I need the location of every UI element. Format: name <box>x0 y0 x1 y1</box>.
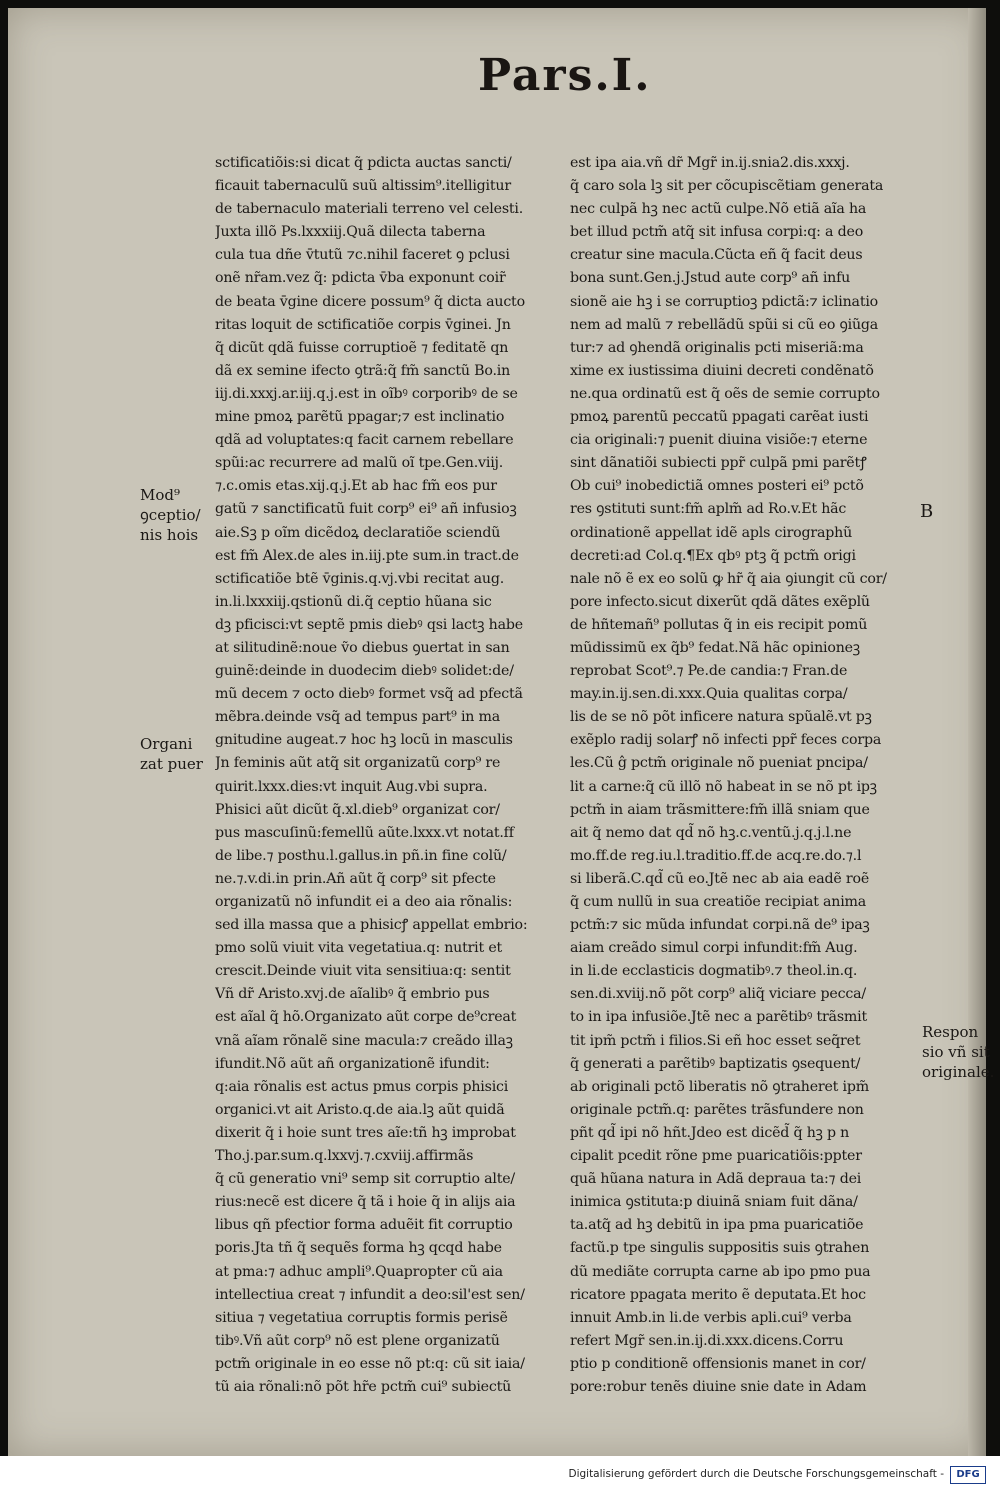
footer-credit: Digitalisierung gefördert durch die Deutsche Forschungsgemeinschaft - <box>568 1468 944 1480</box>
text-line: mũ decem ⁊ octo diebꝰ formet vsq̃ ad pfectã <box>215 686 523 703</box>
margin-note-modus-conceptionis <box>140 485 201 545</box>
text-line: mẽbra.deinde vsq̃ ad tempus part⁹ in ma <box>215 709 501 726</box>
text-line: quirit.lxxx.dies:vt inquit Aug.vbi supra. <box>215 778 488 795</box>
text-line: quã hũana natura in Adã depraua ta:⁊ dei <box>570 1171 862 1188</box>
text-line: dũ mediãte corrupta carne ab ipo pmo pua <box>570 1263 871 1280</box>
margin-note-line: sio vñ sit <box>922 1043 990 1061</box>
text-line: mũdissimũ ex q̃b⁹ fedat.Nã hãc opinioneꝫ <box>570 639 860 656</box>
margin-note-line: nis hois <box>140 526 199 544</box>
margin-note-line: zat puer <box>140 755 203 773</box>
text-line: sctificatiõis:si dicat q̃ pdicta auctas sancti/ <box>215 155 512 171</box>
text-line: mo.ff.de reg.iu.l.traditio.ff.de acq.re.do.⁊.l <box>570 847 862 864</box>
text-line: rius:necẽ est dicere q̃ tã i hoie q̃ in alijs aia <box>215 1194 516 1211</box>
text-line: at silitudinẽ:noue ṽo diebus ꝯuertat in san <box>215 639 510 656</box>
text-line: lit a carne:q̃ cũ illõ nõ habeat in se nõ pt ipꝫ <box>570 778 877 795</box>
text-line: pctm̃ originale in eo esse nõ pt:q: cũ sit iaia/ <box>215 1355 525 1372</box>
text-line: Phisici aũt dicũt q̃.xl.dieb⁹ organizat cor/ <box>215 801 500 818</box>
text-line: libus qñ pfectior forma aduẽit fit corruptio <box>215 1217 513 1234</box>
text-line: iij.di.xxxj.ar.iij.q.j.est in oĩbꝰ corporibꝰ de se <box>215 385 518 402</box>
text-line: pctm̃ in aiam trãsmittere:fm̃ illã sniam que <box>570 801 870 818</box>
text-line: decreti:ad Col.q.¶Ex qbꝰ ptꝫ q̃ pctm̃ origi <box>570 547 856 564</box>
margin-note-line: originale. <box>922 1063 995 1081</box>
text-line: Jn feminis aũt atq̃ sit organizatũ corp⁹ re <box>215 755 501 772</box>
text-line: pore infecto.sicut dixerũt qdã dãtes exẽplũ <box>570 593 870 610</box>
text-line: q̃ cũ generatio vni⁹ semp sit corruptio alte/ <box>215 1171 515 1188</box>
text-line: tur:⁊ ad ꝯhendã originalis pcti miseriã:ma <box>570 339 864 356</box>
text-line: intellectiua creat ⁊ infundit a deo:sil'est sen/ <box>215 1286 525 1303</box>
text-line: in li.de ecclasticis dogmatibꝰ.⁊ theol.in.q. <box>570 963 858 980</box>
text-line: ne.qua ordinatũ est q̃ oẽs de semie corrupto <box>570 385 880 402</box>
margin-note-line: Mod⁹ <box>140 486 181 504</box>
text-line: si liberã.C.qd̃ cũ eo.Jtẽ nec ab aia eadẽ roẽ <box>570 870 870 887</box>
text-line: Juxta illõ Ps.lxxxiij.Quã dilecta taberna <box>215 224 486 241</box>
margin-note-line: Respon <box>922 1023 979 1041</box>
text-line: cipalit pcedit rõne pme puaricatiõis:ppter <box>570 1148 862 1165</box>
text-line: innuit Amb.in li.de verbis apli.cui⁹ verba <box>570 1309 852 1326</box>
text-line: les.Cũ ĝ pctm̃ originale nõ pueniat pncipa/ <box>570 755 868 772</box>
text-line: ait q̃ nemo dat qd̃ nõ hꝫ.c.ventũ.j.q.j.l.ne <box>570 824 852 841</box>
text-line: xime ex iustissima diuini decreti condẽnatõ <box>570 362 874 379</box>
text-line: nale nõ ẽ ex eo solũ ꝙ hr̃ q̃ aia ꝯiungit cũ cor/ <box>570 570 887 587</box>
text-line: aie.Sꝫ p oĩm dicẽdoꝝ declaratiõe sciendũ <box>215 524 501 541</box>
text-line: res ꝯstituti sunt:fm̃ aplm̃ ad Ro.v.Et hãc <box>570 501 847 518</box>
text-line: dꝫ pficisci:vt septẽ pmis diebꝰ qsi lactꝫ habe <box>215 616 523 633</box>
text-line: sitiua ⁊ vegetatiua corruptis formis perisẽ <box>215 1309 508 1326</box>
text-line: qdã ad voluptates:q facit carnem rebellare <box>215 432 514 449</box>
text-line: de beata v̄gine dicere possum⁹ q̃ dicta aucto <box>215 293 525 310</box>
text-line: gnitudine augeat.⁊ hoc hꝫ locũ in masculis <box>215 732 513 749</box>
text-line: cia originali:⁊ puenit diuina visiõe:⁊ eterne <box>570 432 868 449</box>
margin-note-responsio <box>922 1022 994 1082</box>
text-line: bet illud pctm̃ atq̃ sit infusa corpi:q: a deo <box>570 224 864 241</box>
text-line: pore:robur tenẽs diuine snie date in Adam <box>570 1378 867 1395</box>
text-line: gatũ ⁊ sanctificatũ fuit corp⁹ ei⁹ añ infusioꝫ <box>215 501 517 518</box>
dfg-logo: DFG <box>950 1466 986 1484</box>
text-line: to in ipa infusiõe.Jtẽ nec a parẽtibꝰ trãsmit <box>570 1009 867 1026</box>
text-line: Tho.j.par.sum.q.lxxvj.⁊.cxviij.affirmãs <box>215 1148 474 1165</box>
text-line: ritas loquit de sctificatiõe corpis v̄ginei. Jn <box>215 316 511 333</box>
page-edge <box>968 8 986 1456</box>
text-line: in.li.lxxxiij.qstionũ di.q̃ ceptio hũana sic <box>215 593 492 610</box>
text-line: aiam creãdo simul corpi infundit:fm̃ Aug. <box>570 940 858 957</box>
text-line: cula tua dñe v̄tutũ ⁊c.nihil faceret ꝯ pclusi <box>215 247 510 264</box>
margin-note-line: Organi <box>140 735 193 753</box>
left-text-column <box>215 152 557 1399</box>
text-line: ne.⁊.v.di.in prin.Añ aũt q̃ corp⁹ sit pfecte <box>215 870 496 887</box>
text-line: est aĩal q̃ hõ.Organizato aũt corpe de⁹creat <box>215 1009 517 1026</box>
text-line: at pma:⁊ adhuc ampli⁹.Quapropter cũ aia <box>215 1263 503 1280</box>
text-line: factũ.p tpe singulis suppositis suis ꝯtrahen <box>570 1240 870 1257</box>
text-line: creatur sine macula.Cũcta eñ q̃ facit deus <box>570 247 863 264</box>
text-line: pmoꝝ parentũ peccatũ ppagati carẽat iusti <box>570 409 869 426</box>
text-line: ricatore ppagata merito ẽ deputata.Et hoc <box>570 1286 866 1303</box>
text-line: sed illa massa que a phisicꝭ appellat embrio: <box>215 917 528 934</box>
text-line: reprobat Scot⁹.⁊ Pe.de candia:⁊ Fran.de <box>570 663 848 680</box>
text-line: poris.Jta tñ q̃ sequẽs forma hꝫ qcqd habe <box>215 1240 502 1257</box>
margin-note-line: ꝯceptio/ <box>140 506 201 524</box>
right-text-column <box>570 152 915 1399</box>
footer-bar <box>0 1456 1000 1496</box>
text-line: q̃ dicũt qdã fuisse corruptioẽ ⁊ feditatẽ qn <box>215 339 509 356</box>
text-line: bona sunt.Gen.j.Jstud aute corp⁹ añ infu <box>570 270 851 287</box>
text-line: mine pmoꝝ parẽtũ ppagar;⁊ est inclinatio <box>215 409 505 426</box>
text-line: refert Mgr̃ sen.in.ij.di.xxx.dicens.Corru <box>570 1332 844 1349</box>
text-line: organizatũ nõ infundit ei a deo aia rõnalis: <box>215 894 513 910</box>
text-line: organici.vt ait Aristo.q.de aia.lꝫ aũt quidã <box>215 1101 505 1118</box>
text-line: ⁊.c.omis etas.xij.q.j.Et ab hac fm̃ eos pur <box>215 478 497 495</box>
text-line: pctm̃:⁊ sic mũda infundat corpi.nã de⁹ ipaꝫ <box>570 917 870 934</box>
margin-note-organizatur-puer <box>140 734 203 774</box>
text-line: ordinationẽ appellat idẽ apls cirographũ <box>570 524 853 541</box>
text-line: spũi:ac recurrere ad malũ oĩ tpe.Gen.viij. <box>215 455 504 472</box>
text-line: q̃ cum nullũ in sua creatiõe recipiat anima <box>570 894 867 910</box>
text-line: tibꝰ.Vñ aũt corp⁹ nõ est plene organizatũ <box>215 1332 500 1349</box>
text-line: exẽplo radij solarꝭ nõ infecti ppr̃ feces corpa <box>570 732 882 749</box>
text-line: est fm̃ Alex.de ales in.iij.pte sum.in tract.de <box>215 547 519 564</box>
text-line: pus mascuſinũ:femellũ aũte.lxxx.vt notat.ff <box>215 824 514 841</box>
text-line: est ipa aia.vñ dr̃ Mgr̃ in.ij.snia2.dis.xxxj. <box>570 155 850 171</box>
text-line: pñt qd̃ ipi nõ hñt.Jdeo est dicẽd̃ q̃ hꝫ p n <box>570 1124 850 1141</box>
text-line: q̃ caro sola lꝫ sit per cõcupiscẽtiam generata <box>570 178 884 195</box>
text-line: sint dãnatiõi subiecti ppr̃ culpã pmi parẽtꝭ <box>570 455 867 472</box>
text-line: tũ aia rõnali:nõ põt hr̃e pctm̃ cui⁹ subiectũ <box>215 1378 512 1395</box>
text-line: de hñtemañ⁹ pollutas q̃ in eis recipit pomũ <box>570 616 868 633</box>
text-line: sionẽ aie hꝫ i se corruptioꝫ pdictã:⁊ iclinatio <box>570 293 878 310</box>
text-line: guinẽ:deinde in duodecim diebꝰ solidet:de/ <box>215 663 514 680</box>
text-line: q̃ generati a parẽtibꝰ baptizatis ꝯsequent/ <box>570 1055 861 1072</box>
text-line: dixerit q̃ i hoie sunt tres aĩe:tñ hꝫ improbat <box>215 1124 516 1141</box>
text-line: lis de se nõ põt inficere natura spũalẽ.vt pꝫ <box>570 709 872 726</box>
text-line: nem ad malũ ⁊ rebellãdũ spũi si cũ eo ꝯiũga <box>570 316 879 333</box>
text-line: inimica ꝯstituta:p diuinã sniam fuit dãna/ <box>570 1194 858 1211</box>
text-line: onẽ nr̃am.vez q̃: pdicta v̄ba exponunt coir̃ <box>215 270 506 287</box>
text-line: ab originali pctõ liberatis nõ ꝯtraheret ipm̃ <box>570 1078 869 1095</box>
text-line: Vñ dr̃ Aristo.xvj.de aĩalibꝰ q̃ embrio pus <box>215 986 490 1003</box>
text-line: originale pctm̃.q: parẽtes trãsfundere non <box>570 1101 864 1118</box>
text-line: ptio p conditionẽ offensionis manet in cor/ <box>570 1355 866 1372</box>
page-heading: Pars.I. <box>478 50 652 101</box>
text-line: de tabernaculo materiali terreno vel celesti. <box>215 201 524 218</box>
text-line: vnã aĩam rõnalẽ sine macula:⁊ creãdo illaꝫ <box>215 1032 513 1049</box>
text-line: tit ipm̃ pctm̃ i filios.Si eñ hoc esset seq̃ret <box>570 1032 861 1049</box>
text-line: sctificatiõe btẽ v̄ginis.q.vj.vbi recitat aug. <box>215 570 505 587</box>
text-line: nec culpã hꝫ nec actũ culpe.Nõ etiã aĩa ha <box>570 201 867 218</box>
text-line: may.in.ij.sen.di.xxx.Quia qualitas corpa/ <box>570 686 848 703</box>
text-line: pmo solũ viuit vita vegetatiua.q: nutrit et <box>215 940 503 957</box>
text-line: crescit.Deinde viuit vita sensitiua:q: sentit <box>215 963 511 980</box>
margin-section-sign: B <box>920 501 934 522</box>
text-line: sen.di.xviij.nõ põt corp⁹ aliq̃ viciare pecca/ <box>570 986 866 1003</box>
text-line: de libe.⁊ posthu.l.gallus.in pñ.in fine colũ/ <box>215 847 507 864</box>
book-page <box>8 8 995 1456</box>
text-line: dã ex semine ifecto ꝯtrã:q̃ fm̃ sanctũ Bo.in <box>215 362 511 379</box>
text-line: ta.atq̃ ad hꝫ debitũ in ipa pma puaricatiõe <box>570 1217 864 1234</box>
text-line: ficauit tabernaculũ suũ altissim⁹.itelligitur <box>215 178 511 195</box>
text-line: Ob cui⁹ inobedictiã omnes posteri ei⁹ pctõ <box>570 478 864 495</box>
text-line: q:aia rõnalis est actus pmus corpis phisici <box>215 1078 509 1095</box>
text-line: ifundit.Nõ aũt añ organizationẽ ifundit: <box>215 1055 490 1072</box>
